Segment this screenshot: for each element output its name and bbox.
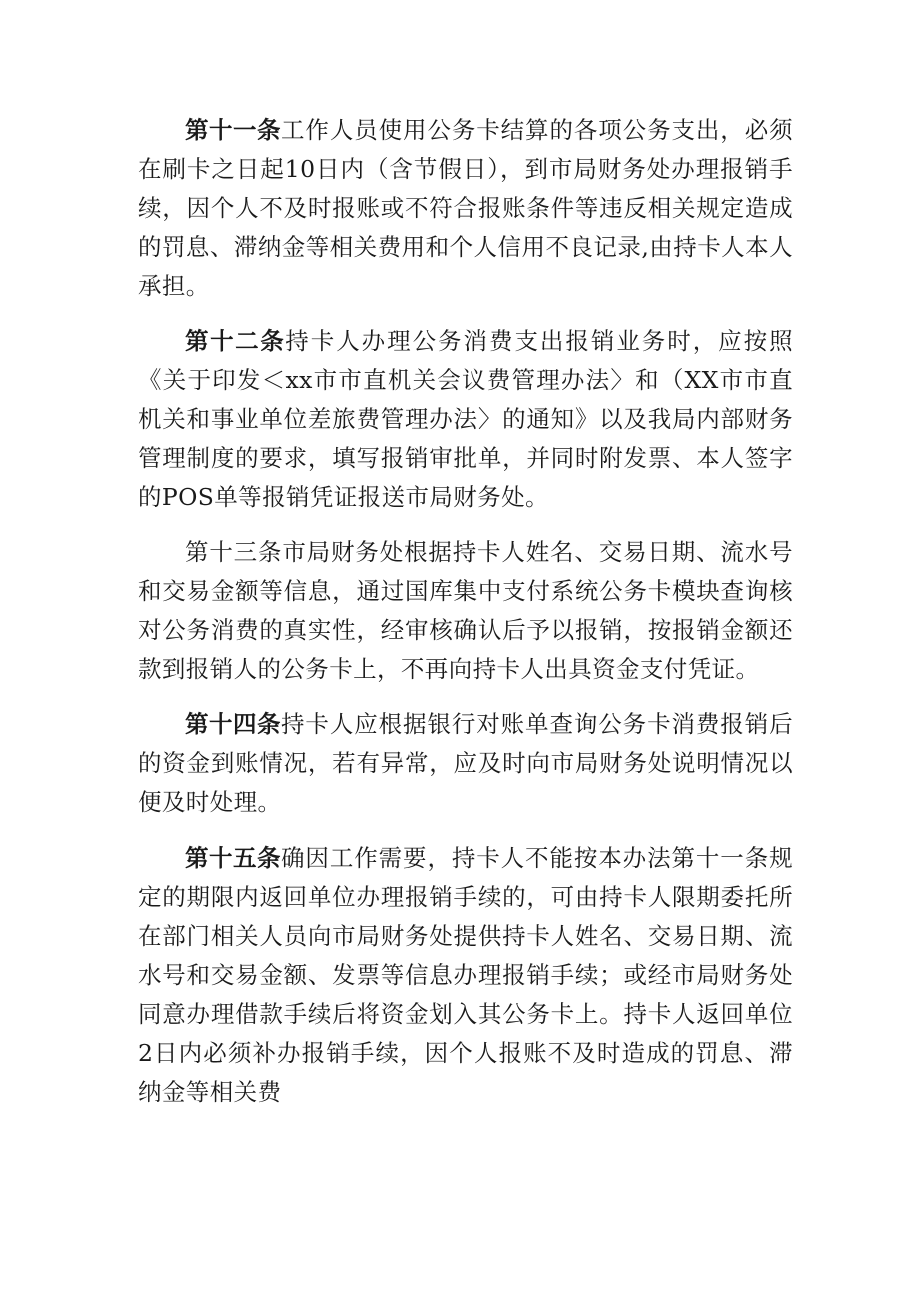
article-11-label: 第十一条	[185, 116, 282, 144]
article-11-text: 工作人员使用公务卡结算的各项公务支出，必须在刷卡之日起10日内（含节假日），到市局财务处办理报销手续，因个人不及时报账或不符合报账条件等违反相关规定造成的罚息、滞纳金等相关费用和个人信用不良记录,由持卡人本人承担。	[138, 116, 793, 300]
article-14-label: 第十四条	[185, 710, 282, 738]
article-11	[138, 111, 793, 306]
document-body	[138, 111, 793, 1128]
article-14	[138, 705, 793, 822]
article-14-text: 持卡人应根据银行对账单查询公务卡消费报销后的资金到账情况，若有异常，应及时向市局财务处说明情况以便及时处理。	[138, 710, 793, 816]
article-13	[138, 533, 793, 689]
article-15-text: 确因工作需要，持卡人不能按本办法第十一条规定的期限内返回单位办理报销手续的，可由持卡人限期委托所在部门相关人员向市局财务处提供持卡人姓名、交易日期、流水号和交易金额、发票等信息办理报销手续；或经市局财务处同意办理借款手续后将资金划入其公务卡上。持卡人返回单位2日内必须补办报销手续，因个人报账不及时造成的罚息、滞纳金等相关费	[138, 844, 793, 1106]
article-15	[138, 839, 793, 1112]
article-12	[138, 322, 793, 517]
article-12-label: 第十二条	[185, 327, 286, 355]
article-15-label: 第十五条	[185, 844, 282, 872]
article-13-text: 第十三条市局财务处根据持卡人姓名、交易日期、流水号和交易金额等信息，通过国库集中支付系统公务卡模块查询核对公务消费的真实性，经审核确认后予以报销，按报销金额还款到报销人的公务卡上，不再向持卡人出具资金支付凭证。	[138, 538, 793, 683]
article-12-text: 持卡人办理公务消费支出报销业务时，应按照《关于印发＜xx市市直机关会议费管理办法〉和（XX市市直机关和事业单位差旅费管理办法〉的通知》以及我局内部财务管理制度的要求，填写报销审批单，并同时附发票、本人签字的POS单等报销凭证报送市局财务处。	[138, 327, 794, 511]
